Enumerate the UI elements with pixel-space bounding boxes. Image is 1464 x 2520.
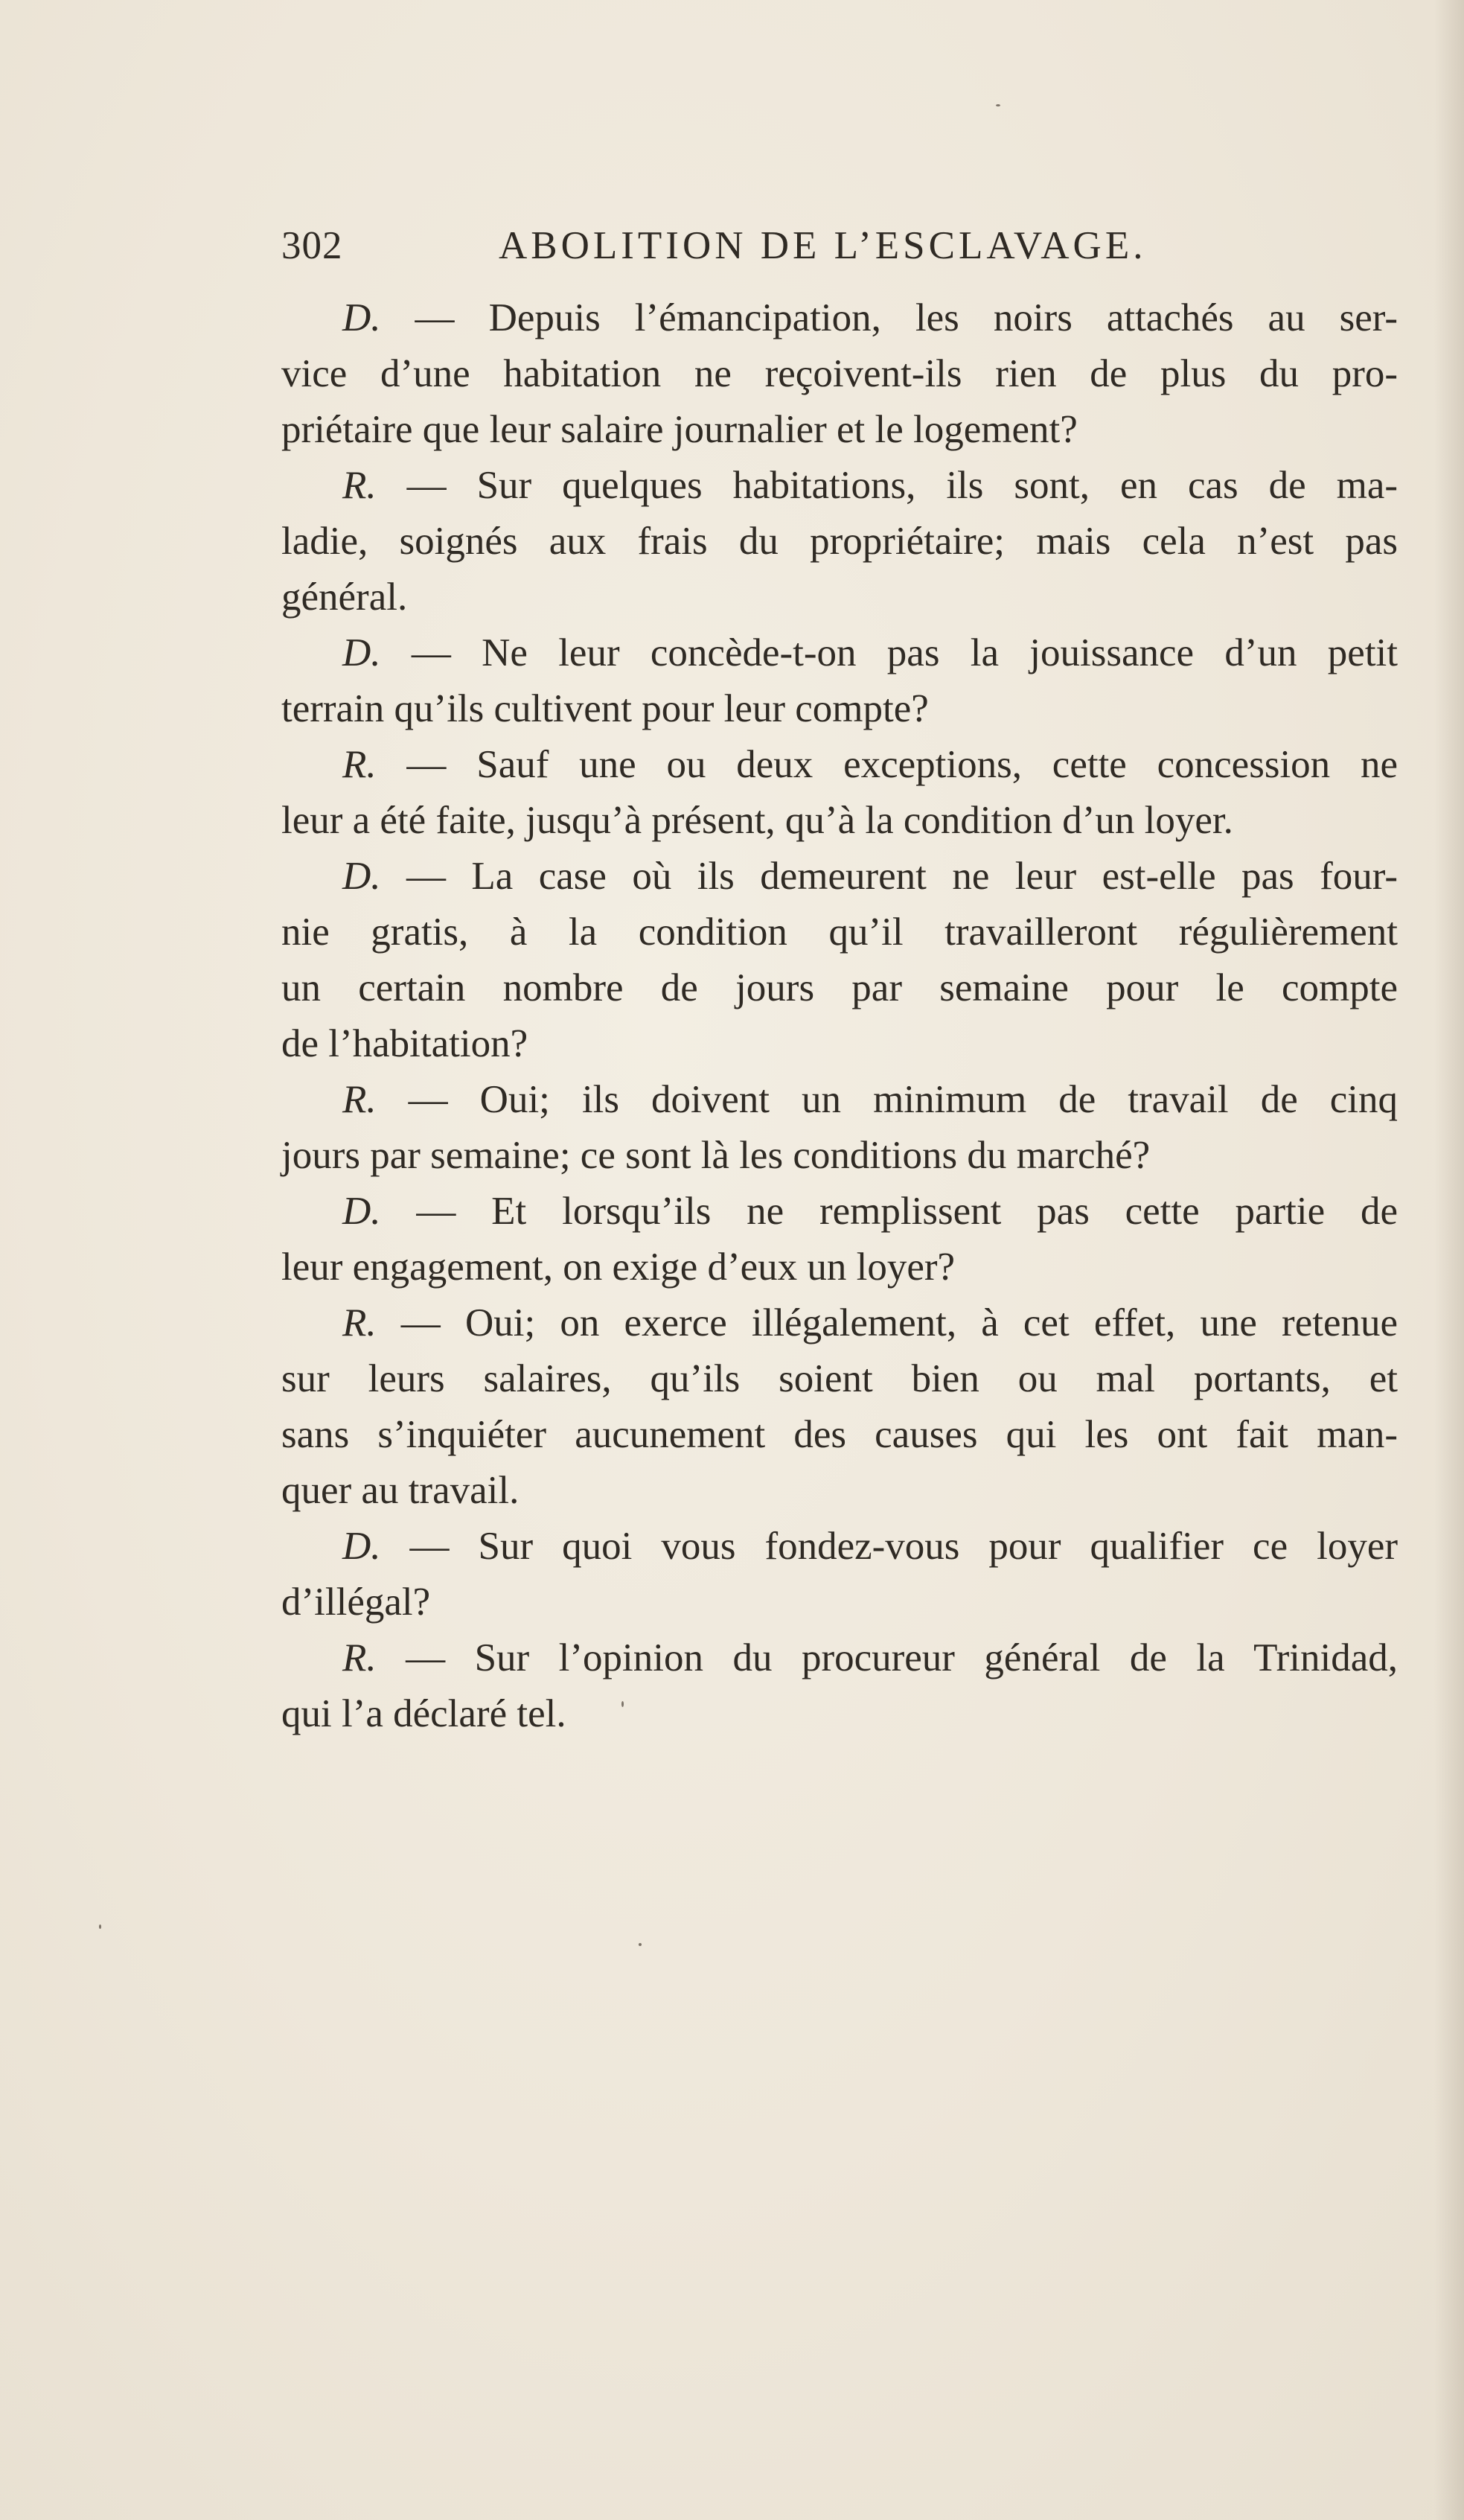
paper-speck — [621, 1701, 624, 1707]
line-text: de l’habitation? — [281, 1022, 528, 1065]
text-line — [281, 625, 1398, 681]
text-line — [281, 905, 1398, 960]
line-text: leur a été faite, jusqu’à présent, qu’à la condition d’un loyer. — [281, 799, 1233, 842]
text-line — [281, 1351, 1398, 1407]
speaker-label: D. — [342, 631, 381, 674]
text-line — [281, 1463, 1398, 1519]
line-text: — Oui; ils doivent un minimum de travail de cinq — [376, 1078, 1398, 1121]
line-text: — Sur quoi vous fondez-vous pour qualifier ce loyer — [380, 1525, 1398, 1568]
paper-speck — [639, 1943, 642, 1946]
text-line — [281, 1240, 1398, 1295]
text-line — [281, 1630, 1398, 1686]
line-text: vice d’une habitation ne reçoivent-ils rien de plus du pro- — [281, 352, 1398, 395]
text-line — [281, 402, 1398, 458]
text-line — [281, 849, 1398, 905]
speaker-label: D. — [342, 296, 381, 339]
line-text: jours par semaine; ce sont là les conditions du marché? — [281, 1134, 1151, 1177]
text-line — [281, 570, 1398, 625]
line-text: terrain qu’ils cultivent pour leur compte? — [281, 687, 929, 730]
text-line — [281, 960, 1398, 1016]
speaker-label: R. — [342, 1078, 377, 1121]
paper-speck — [996, 104, 1000, 106]
speaker-label: R. — [342, 743, 377, 786]
line-text: un certain nombre de jours par semaine pour le compte — [281, 966, 1398, 1009]
line-text: d’illégal? — [281, 1580, 431, 1624]
text-line — [281, 1519, 1398, 1575]
text-line — [281, 1295, 1398, 1351]
text-line — [281, 737, 1398, 793]
line-text: — Oui; on exerce illégalement, à cet effet, une retenue — [376, 1301, 1398, 1344]
line-text: priétaire que leur salaire journalier et le logement? — [281, 408, 1078, 451]
paper-speck — [99, 1924, 101, 1929]
speaker-label: R. — [342, 1301, 377, 1344]
speaker-label: D. — [342, 1190, 381, 1233]
line-text: sur leurs salaires, qu’ils soient bien ou mal portants, et — [281, 1357, 1398, 1400]
line-text: leur engagement, on exige d’eux un loyer? — [281, 1245, 956, 1289]
line-text: sans s’inquiéter aucunement des causes qui les ont fait man- — [281, 1413, 1398, 1456]
text-line — [281, 290, 1398, 346]
text-line — [281, 793, 1398, 849]
speaker-label: R. — [342, 1636, 377, 1680]
line-text: ladie, soignés aux frais du propriétaire; mais cela n’est pas — [281, 520, 1398, 563]
text-line — [281, 1072, 1398, 1128]
text-line — [281, 681, 1398, 737]
text-line — [281, 1016, 1398, 1072]
text-line — [281, 514, 1398, 570]
text-line — [281, 1184, 1398, 1240]
page-edge-shadow — [1434, 0, 1464, 2520]
line-text: nie gratis, à la condition qu’il travailleront régulièrement — [281, 910, 1398, 954]
speaker-label: D. — [342, 1525, 381, 1568]
line-text: général. — [281, 575, 408, 619]
line-text: — Sur quelques habitations, ils sont, en cas de ma- — [376, 464, 1398, 507]
line-text: — Ne leur concède-t-on pas la jouissance d’un petit — [380, 631, 1398, 674]
line-text: — Et lorsqu’ils ne remplissent pas cette partie de — [380, 1190, 1398, 1233]
text-line — [281, 1575, 1398, 1630]
text-line — [281, 1686, 1398, 1742]
line-text: qui l’a déclaré tel. — [281, 1692, 566, 1735]
running-title: ABOLITION DE L’ESCLAVAGE. — [499, 224, 1147, 267]
line-text: — Depuis l’émancipation, les noirs attachés au ser- — [380, 296, 1398, 339]
line-text: quer au travail. — [281, 1469, 520, 1512]
line-text: — La case où ils demeurent ne leur est-elle pas four- — [380, 855, 1398, 898]
speaker-label: R. — [342, 464, 377, 507]
text-line — [281, 346, 1398, 402]
line-text: — Sauf une ou deux exceptions, cette concession ne — [376, 743, 1398, 786]
page-number: 302 — [281, 224, 343, 267]
line-text: — Sur l’opinion du procureur général de la Trinidad, — [376, 1636, 1398, 1680]
text-line — [281, 1407, 1398, 1463]
body-text — [281, 290, 1398, 1742]
page-header — [281, 223, 1405, 275]
text-line — [281, 1128, 1398, 1184]
text-line — [281, 458, 1398, 514]
speaker-label: D. — [342, 855, 381, 898]
